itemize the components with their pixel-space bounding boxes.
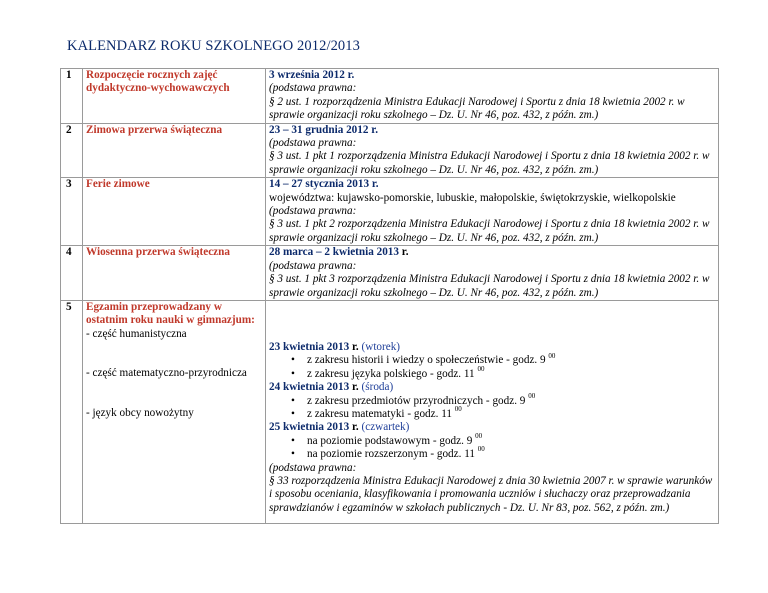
- exam-date-suffix: r.: [349, 421, 359, 434]
- event-date: 28 marca – 2 kwietnia 2013: [269, 246, 399, 259]
- exam-weekday: (czwartek): [358, 421, 410, 434]
- list-item: • z zakresu matematyki - godz. 11 $^{00}$: [269, 408, 718, 421]
- exam-part: - język obcy nowożytny: [86, 406, 194, 419]
- row-number: 3: [61, 178, 83, 246]
- legal-basis-label: (podstawa prawna:: [269, 137, 357, 150]
- exam-date-suffix: r.: [349, 340, 359, 353]
- row-number: 4: [61, 246, 83, 301]
- exam-date: 23 kwietnia 2013: [269, 340, 350, 353]
- list-item: • na poziomie podstawowym - godz. 9 $^{00}$: [269, 435, 718, 448]
- event-name: Wiosenna przerwa świąteczna: [86, 246, 230, 259]
- row-number: 1: [61, 69, 83, 124]
- event-cell: [83, 123, 266, 178]
- event-date: 3 września 2012 r.: [269, 69, 355, 81]
- event-cell: [83, 246, 266, 301]
- legal-basis-label: (podstawa prawna:: [269, 259, 357, 272]
- exam-list: [269, 351, 718, 381]
- legal-basis-text: § 3 ust. 1 pkt 1 rozporządzenia Ministra Edukacji Narodowej i Sportu z dnia 18 kwietnia 2002 r. w sprawie organizacji roku szkolnego – Dz. U. Nr 46, poz. 432, z późn. zm.): [269, 150, 710, 176]
- event-date: 14 – 27 stycznia 2013 r.: [269, 178, 379, 191]
- date-cell: [266, 300, 719, 523]
- event-date: 23 – 31 grudnia 2012 r.: [269, 123, 378, 136]
- table-row: [61, 178, 719, 246]
- row-number: 2: [61, 123, 83, 178]
- exam-weekday: (wtorek): [358, 340, 401, 353]
- exam-date-suffix: r.: [349, 381, 359, 394]
- table-row: [61, 69, 719, 124]
- document-title: KALENDARZ ROKU SZKOLNEGO 2012/2013: [67, 38, 360, 54]
- list-item: • z zakresu historii i wiedzy o społeczeństwie - godz. 9 $^{00}$: [269, 354, 718, 367]
- calendar-table: [60, 68, 719, 524]
- legal-basis-text: § 33 rozporządzenia Ministra Edukacji Narodowej z dnia 30 kwietnia 2007 r. w sprawie warunków i sposobu oceniania, klasyfikowania i promowania uczniów i słuchaczy oraz przeprowadzania sprawdzianów i egzaminów w szkołach publicznych - Dz. U. Nr 83, poz. 562, z późn. zm.): [269, 474, 713, 514]
- legal-basis-label: (podstawa prawna:: [269, 205, 357, 218]
- event-name: Ferie zimowe: [86, 178, 150, 191]
- event-cell: [83, 300, 266, 523]
- exam-list: [269, 391, 718, 422]
- table-row: [61, 246, 719, 301]
- date-cell: [266, 246, 719, 301]
- event-date-suffix: r.: [399, 246, 409, 259]
- exam-date: 24 kwietnia 2013: [269, 381, 350, 394]
- date-cell: [266, 178, 719, 246]
- list-item: • z zakresu języka polskiego - godz. 11 $^{00}$: [269, 368, 718, 381]
- event-name: Zimowa przerwa świąteczna: [86, 123, 223, 136]
- event-cell: [83, 69, 266, 124]
- legal-basis-label: (podstawa prawna:: [269, 82, 357, 95]
- exam-part: - część matematyczno-przyrodnicza: [86, 367, 247, 380]
- event-cell: [83, 178, 266, 246]
- list-item: • na poziomie rozszerzonym - godz. 11 $^{00}$: [269, 448, 718, 461]
- date-cell: [266, 69, 719, 124]
- legal-basis-text: § 3 ust. 1 pkt 3 rozporządzenia Ministra Edukacji Narodowej i Sportu z dnia 18 kwietnia 2002 r. w sprawie organizacji roku szkolnego – Dz. U. Nr 46, poz. 432, z późn. zm.): [269, 273, 710, 299]
- legal-basis-text: § 2 ust. 1 rozporządzenia Ministra Edukacji Narodowej i Sportu z dnia 18 kwietnia 2002 r. w sprawie organizacji roku szkolnego – Dz. U. Nr 46, poz. 432, z późn. zm.): [269, 95, 685, 122]
- exam-date: 25 kwietnia 2013: [269, 421, 350, 434]
- exam-part: - część humanistyczna: [86, 327, 187, 340]
- regions-text: województwa: kujawsko-pomorskie, lubuskie, małopolskie, świętokrzyskie, wielkopolskie: [269, 191, 676, 204]
- row-number: 5: [61, 300, 83, 523]
- exam-weekday: (środa): [358, 381, 394, 394]
- list-item: • z zakresu przedmiotów przyrodniczych - godz. 9 $^{00}$: [269, 395, 718, 408]
- table-row: [61, 300, 719, 523]
- exam-list: [269, 432, 718, 462]
- legal-basis-label: (podstawa prawna:: [269, 461, 357, 474]
- table-row: [61, 123, 719, 178]
- date-cell: [266, 123, 719, 178]
- event-name: Rozpoczęcie rocznych zajęć dydaktyczno-wychowawczych: [86, 69, 230, 95]
- event-name: Egzamin przeprowadzany w ostatnim roku nauki w gimnazjum:: [86, 300, 255, 327]
- legal-basis-text: § 3 ust. 1 pkt 2 rozporządzenia Ministra Edukacji Narodowej i Sportu z dnia 18 kwietnia 2002 r. w sprawie organizacji roku szkolnego – Dz. U. Nr 46, poz. 432, z późn. zm.): [269, 218, 710, 244]
